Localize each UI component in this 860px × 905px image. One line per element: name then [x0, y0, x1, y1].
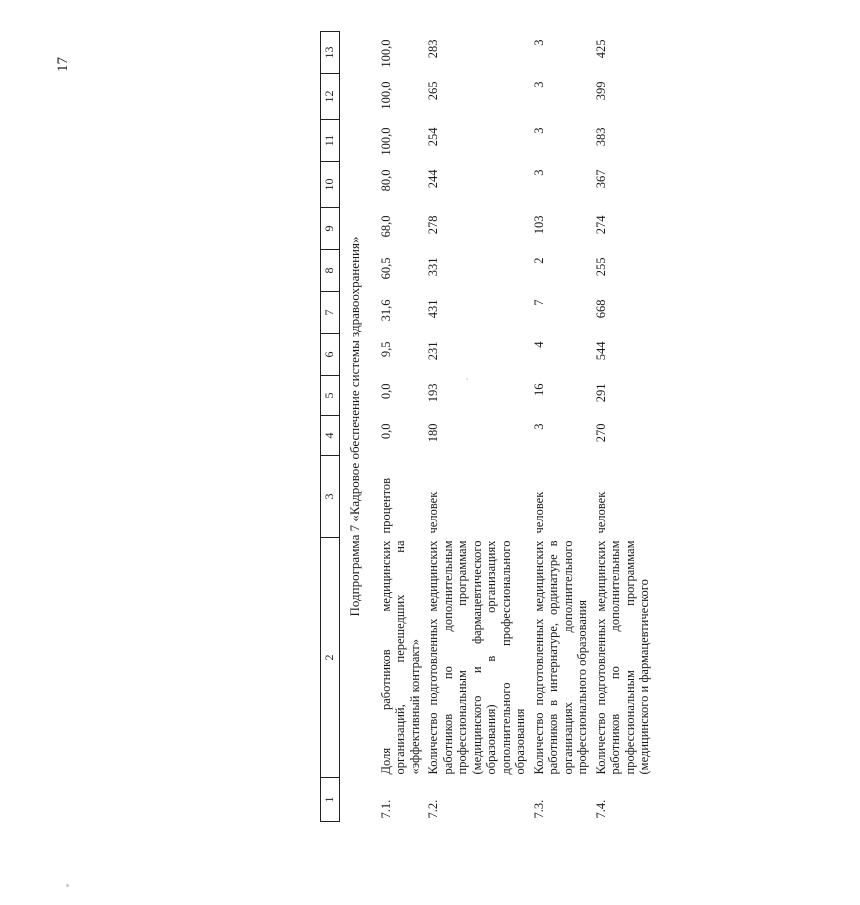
indicator-name: Количество подготовленных медицинских работников по дополнительным профессиональным программам (медицинского и фармацевтического образования) в организациях дополнительного профессионального образования — [426, 540, 527, 775]
value-cell: 80,0 — [378, 169, 393, 192]
table-row — [424, 32, 530, 822]
header-cell: 3 — [321, 456, 340, 538]
header-cell: 12 — [321, 74, 340, 120]
indicator-name: Доля работников медицинских организаций, перешедших на «эффективный контракт» — [378, 540, 422, 775]
header-cell: 8 — [321, 250, 340, 292]
header-cell: 11 — [321, 120, 340, 162]
indicator-name: Количество подготовленных медицинских работников по дополнительным профессиональным программам (медицинского и фармацевтического — [593, 540, 651, 775]
value-cell: 100,0 — [378, 81, 393, 110]
header-cell: 1 — [321, 778, 340, 822]
value-cell: 3 — [531, 81, 546, 88]
value-cell: 668 — [593, 299, 608, 319]
value-cell: 0,0 — [378, 423, 393, 440]
value-cell: 231 — [426, 341, 440, 361]
value-cell: 278 — [426, 215, 440, 235]
row-number: 7.3. — [531, 799, 546, 819]
value-cell: 425 — [593, 39, 608, 59]
table-row — [592, 32, 654, 822]
value-cell: 7 — [531, 299, 546, 306]
value-cell: 544 — [593, 341, 608, 361]
unit-cell: человек — [426, 491, 440, 534]
value-cell: 3 — [531, 169, 546, 176]
header-cell: 4 — [321, 416, 340, 456]
table-row — [530, 32, 592, 822]
value-cell: 331 — [426, 257, 440, 277]
value-cell: 383 — [593, 127, 608, 147]
value-cell: 431 — [426, 299, 440, 319]
page-number: 17 — [55, 57, 71, 72]
value-cell: 103 — [531, 215, 546, 235]
value-cell: 16 — [531, 383, 546, 396]
value-cell: 4 — [531, 341, 546, 348]
value-cell: 3 — [531, 39, 546, 46]
section-row — [340, 32, 373, 822]
value-cell: 9,5 — [378, 341, 393, 358]
unit-cell: процентов — [378, 477, 393, 534]
value-cell: 274 — [593, 215, 608, 235]
value-cell: 283 — [426, 39, 440, 59]
value-cell: 254 — [426, 127, 440, 147]
header-cell: 9 — [321, 208, 340, 250]
value-cell: 2 — [531, 257, 546, 264]
section-title: Подпрограмма 7 «Кадровое обеспечение системы здравоохранения» — [347, 236, 362, 617]
row-number: 7.4. — [593, 799, 608, 819]
value-cell: 3 — [531, 127, 546, 134]
scan-dot — [66, 884, 69, 887]
header-row — [321, 32, 340, 822]
value-cell: 244 — [426, 169, 440, 189]
value-cell: 180 — [426, 423, 440, 443]
value-cell: 3 — [531, 423, 546, 430]
value-cell: 0,0 — [378, 383, 393, 400]
value-cell: 291 — [593, 383, 608, 403]
value-cell: 265 — [426, 81, 440, 101]
value-cell: 193 — [426, 383, 440, 403]
indicator-table — [320, 31, 654, 822]
header-cell: 6 — [321, 334, 340, 376]
header-cell: 10 — [321, 162, 340, 208]
value-cell: 60,5 — [378, 257, 393, 280]
unit-cell: человек — [531, 491, 546, 534]
value-cell: 100,0 — [378, 39, 393, 68]
unit-cell: человек — [593, 491, 608, 534]
table-row — [373, 32, 425, 822]
header-cell: 2 — [321, 538, 340, 778]
header-cell: 5 — [321, 376, 340, 416]
value-cell: 367 — [593, 169, 608, 189]
header-cell: 7 — [321, 292, 340, 334]
value-cell: 100,0 — [378, 127, 393, 156]
value-cell: 31,6 — [378, 299, 393, 322]
value-cell: 399 — [593, 81, 608, 101]
value-cell: 255 — [593, 257, 608, 277]
value-cell: 68,0 — [378, 215, 393, 238]
indicator-name: Количество подготовленных медицинских работников в интернатуре, ординатуре в организациях дополнительного профессионального образования — [531, 540, 589, 775]
value-cell: 270 — [593, 423, 608, 443]
row-number: 7.2. — [426, 799, 440, 819]
header-cell: 13 — [321, 32, 340, 74]
row-number: 7.1. — [378, 799, 393, 819]
rotated-table-frame — [320, 32, 860, 822]
